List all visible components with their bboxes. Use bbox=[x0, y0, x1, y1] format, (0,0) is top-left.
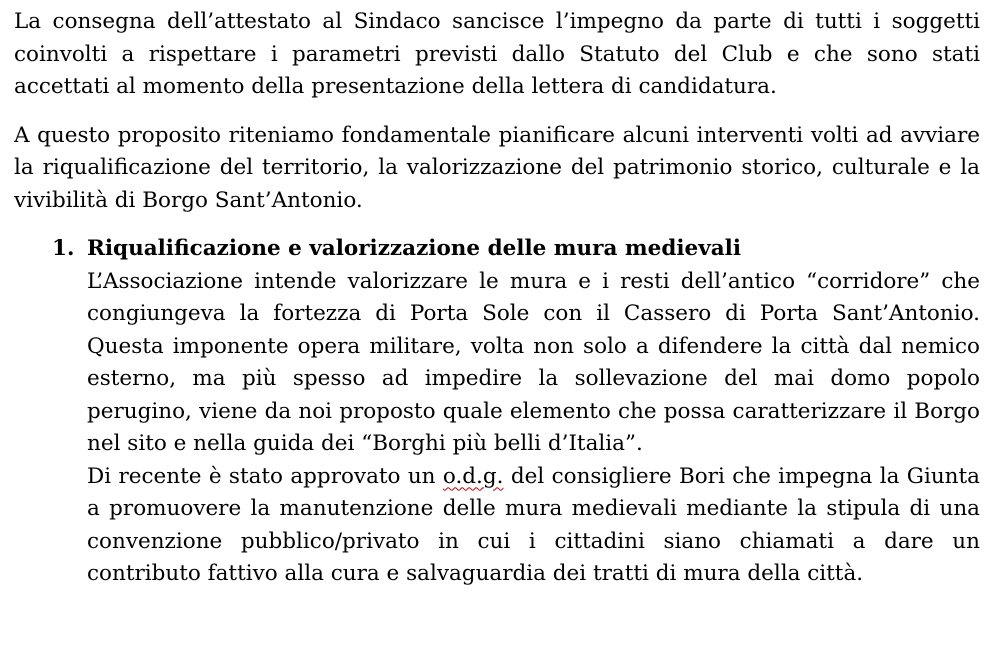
spellcheck-flagged-word[interactable]: o.d.g. bbox=[442, 463, 504, 489]
list-item-paragraph-2 bbox=[87, 461, 980, 591]
paragraph-2-text-after: del consigliere Bori che impegna la Giunta a promuovere la manutenzione delle mura medievali mediante la stipula di una convenzione pubblico/privato in cui i cittadini siano chiamati a dare un contributo fattivo alla cura e salvaguardia dei tratti di mura della città. bbox=[87, 463, 980, 586]
list-item-number: 1. bbox=[52, 236, 75, 261]
list-item-heading: Riqualificazione e valorizzazione delle mura medievali bbox=[87, 236, 741, 261]
paragraph-2-text-before: Di recente è stato approvato un bbox=[87, 463, 443, 489]
list-item-paragraph-1: L’Associazione intende valorizzare le mura e i resti dell’antico “corridore” che congiungeva la fortezza di Porta Sole con il Cassero di Porta Sant’Antonio. Questa imponente opera militare, volta non solo a difendere la città dal nemico esterno, ma più spesso ad impedire la sollevazione del mai domo popolo perugino, viene da noi proposto quale elemento che possa caratterizzare il Borgo nel sito e nella guida dei “Borghi più belli d’Italia”. bbox=[87, 268, 980, 456]
list-item bbox=[14, 233, 980, 591]
intro-paragraph-1: La consegna dell’attestato al Sindaco sancisce l’impegno da parte di tutti i soggetti coinvolti a rispettare i parametri previsti dallo Statuto del Club e che sono stati accettati al momento della presentazione della lettera di candidatura. bbox=[14, 9, 980, 99]
intro-paragraph-2: A questo proposito riteniamo fondamentale pianificare alcuni interventi volti ad avviare la riqualificazione del territorio, la valorizzazione del patrimonio storico, culturale e la vivibilità di Borgo Sant’Antonio. bbox=[14, 122, 980, 213]
numbered-list bbox=[14, 233, 980, 591]
document-page bbox=[14, 6, 980, 591]
